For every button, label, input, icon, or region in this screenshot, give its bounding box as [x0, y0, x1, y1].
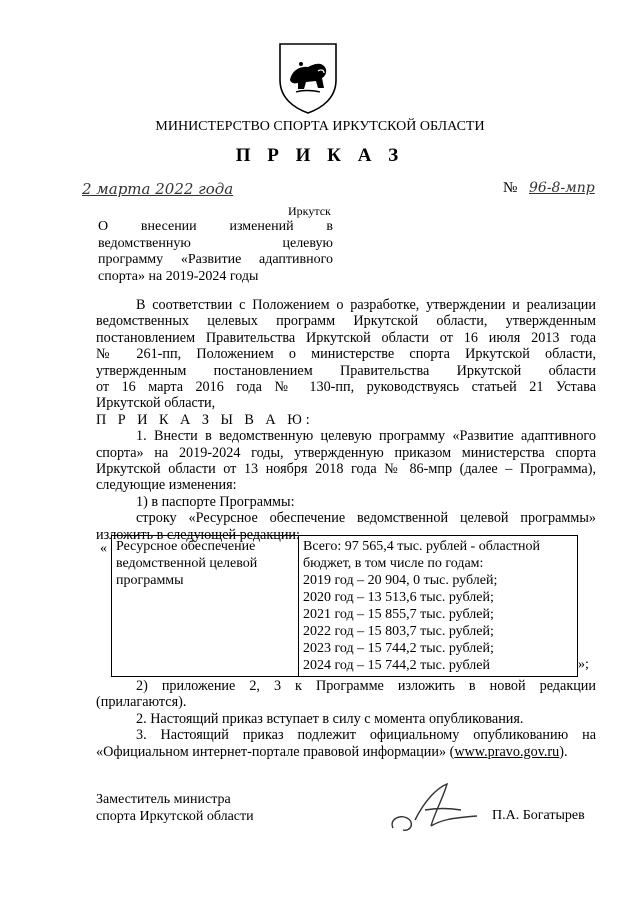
subject-line: спорта» на 2019-2024 годы	[98, 268, 259, 284]
ministry-name: МИНИСТЕРСТВО СПОРТА ИРКУТСКОЙ ОБЛАСТИ	[155, 119, 485, 134]
resource-table-wrap	[111, 535, 578, 677]
subitem-line: изложить в следующей редакции:	[96, 526, 300, 543]
order-keyword: П Р И К А З Ы В А Ю:	[96, 411, 314, 428]
order-subject	[98, 219, 333, 285]
item-line: «Официальном интернет-портале правовой информации» (www.pravo.gov.ru).	[96, 743, 568, 760]
preamble-line: утвержденным постановлением Правительства Иркутской области	[96, 362, 596, 379]
item-line: Иркутской области от 13 ноября 2018 года № 86-мпр (далее – Программа),	[96, 461, 596, 478]
preamble-line: Иркутской области,	[96, 395, 216, 412]
preamble-line: от 16 марта 2016 года № 130-пп, руководствуясь статьей 21 Устава	[96, 379, 596, 396]
subject-line: О внесении изменений в	[98, 219, 333, 234]
preamble-line: № 261-пп, Положением о министерстве спорта Иркутской области,	[96, 346, 596, 363]
item-line: спорта» на 2019-2024 годы, утвержденную приказом министерства спорта	[96, 444, 596, 461]
number-label: №	[503, 180, 518, 196]
subitem-line: 1) в паспорте Программы:	[136, 493, 295, 510]
subject-line: ведомственную целевую	[98, 235, 333, 251]
city-name: Иркутск	[288, 204, 331, 218]
order-body-continued	[96, 678, 596, 760]
handwritten-signature	[385, 780, 485, 845]
subject-line: программу «Развитие адаптивного	[98, 252, 333, 267]
table-row	[112, 536, 578, 677]
table-cell-value: Всего: 97 565,4 тыс. рублей - областной бюджет, в том числе по годам: 2019 год – 20 904, 0 тыс. рублей; 2020 год – 13 513,6 тыс. рублей; 2021 год – 15 855,7 тыс. рублей; 2022 год – 15 803,7 тыс. рублей; 2023 год – 15 744,2 тыс. рублей; 2024 год – 15 744,2 тыс. рублей	[299, 536, 578, 677]
preamble-line: В соответствии с Положением о разработке, утверждении и реализации	[136, 297, 596, 313]
pravo-link[interactable]: www.pravo.gov.ru	[454, 743, 560, 760]
item-line: следующие изменения:	[96, 477, 237, 494]
coat-of-arms-emblem	[274, 40, 342, 121]
document-type-title: П Р И К А З	[235, 145, 405, 166]
item-line: 2. Настоящий приказ вступает в силу с момента опубликования.	[136, 710, 524, 727]
open-quote: «	[100, 541, 107, 556]
item-line: (прилагаются).	[96, 694, 187, 711]
preamble-line: постановлением Правительства Иркутской области от 16 июля 2013 года	[96, 329, 596, 346]
close-quote: »;	[578, 657, 589, 672]
order-body	[96, 297, 596, 543]
item-line: 2) приложение 2, 3 к Программе изложить в новой редакции	[136, 678, 596, 694]
item-line: 1. Внести в ведомственную целевую программу «Развитие адаптивного	[136, 428, 596, 445]
document-number: 96-8-мпр	[529, 180, 595, 196]
item-line: 3. Настоящий приказ подлежит официальному опубликованию на	[136, 727, 596, 744]
signatory-name: П.А. Богатырев	[492, 808, 585, 823]
signatory-position: Заместитель министра спорта Иркутской области	[96, 792, 254, 824]
resource-table	[111, 535, 578, 677]
subitem-line: строку «Ресурсное обеспечение ведомственной целевой программы»	[136, 510, 596, 527]
table-cell-label: Ресурсное обеспечение ведомственной целевой программы	[112, 536, 299, 677]
preamble-line: ведомственных целевых программ Иркутской области, утвержденным	[96, 313, 596, 330]
document-date: 2 марта 2022 года	[82, 180, 234, 198]
